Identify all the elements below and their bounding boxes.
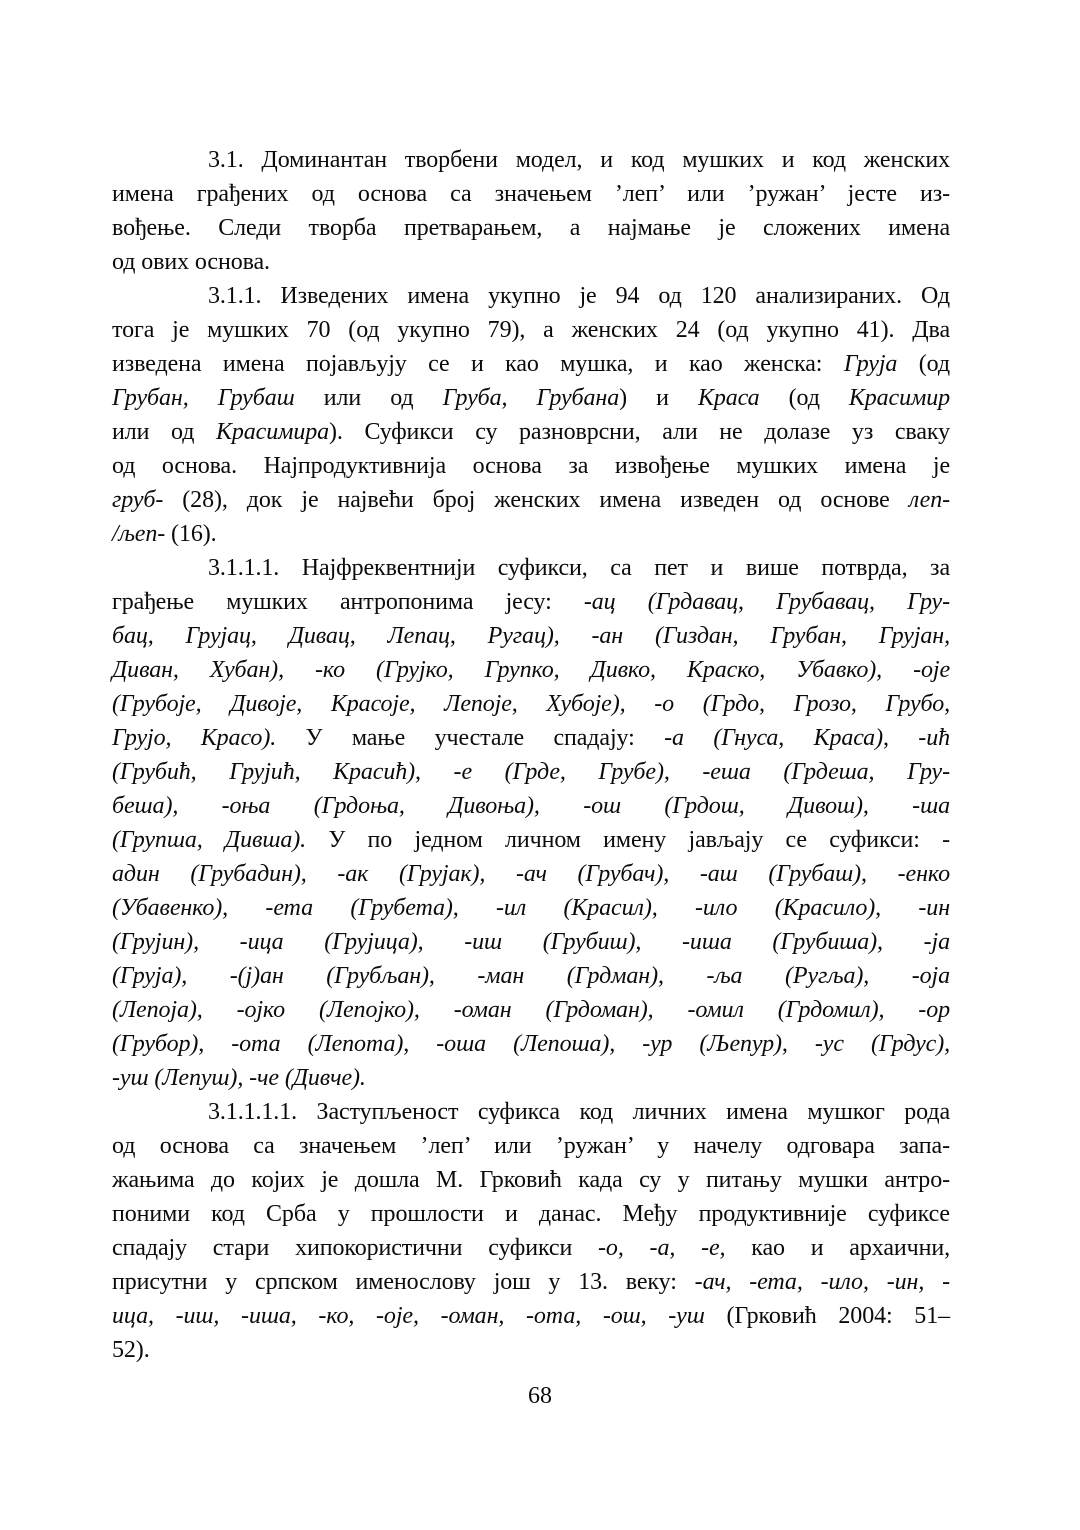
text-segment: имена грађених од основа са значењем ’леп’ или ’ружан’ јесте из- — [112, 181, 950, 207]
text-segment: -а (Гнуса, Краса), -ић — [664, 725, 951, 751]
text-segment: (28), док је највећи број женских имена изведен од основе — [163, 487, 909, 513]
text-segment: (Грујин), -ица (Грујица), -иш (Грубиш), -иша (Грубиша), -ја — [112, 929, 950, 955]
text-segment: 3.1. Доминантан творбени модел, и код мушких и код женских — [208, 147, 950, 173]
text-segment: -о, -а, -е, — [598, 1235, 726, 1261]
text-segment: беша), -оња (Грдоња, Дивоња), -ош (Грдош, Дивош), -ша — [112, 793, 950, 819]
text-line — [112, 585, 950, 619]
text-segment: спадају стари хипокористични суфикси — [112, 1235, 599, 1261]
text-line — [112, 177, 950, 211]
text-line — [112, 1265, 950, 1299]
text-segment: адин (Грубадин), -ак (Грујак), -ач (Грубач), -аш (Грубаш), -енко — [112, 861, 950, 887]
text-segment: жањима до којих је дошла М. Грковић када су у питању мушки антро- — [112, 1167, 950, 1193]
text-segment: Красимира — [216, 419, 330, 445]
text-segment: (од — [759, 385, 849, 411]
text-segment: Грубан, Грубаш — [112, 385, 295, 411]
text-segment: леп- — [908, 487, 950, 513]
text-segment: (Убавенко), -ета (Грубета), -ил (Красил), -ило (Красило), -ин — [112, 895, 950, 921]
text-segment: вођење. Следи творба претварањем, а најмање је сложених имена — [112, 215, 950, 241]
text-line — [112, 857, 950, 891]
text-line — [112, 245, 950, 279]
text-segment: (Грубоје, Дивоје, Красоје, Лепоје, Хубоје), -о (Грдо, Грозо, Грубо, — [112, 691, 950, 717]
para-3-1-1-1-1 — [112, 1095, 950, 1367]
text-segment: Красимир — [848, 385, 951, 411]
text-line — [112, 993, 950, 1027]
text-line — [112, 279, 950, 313]
text-segment: Краса — [698, 385, 760, 411]
text-segment: од ових основа. — [112, 249, 270, 275]
text-segment: Груба, Грубана — [442, 385, 620, 411]
text-line — [112, 891, 950, 925]
text-segment: У мање учестале спадају: — [276, 725, 665, 751]
text-line — [112, 517, 950, 551]
text-line — [112, 653, 950, 687]
text-segment: грађење мушких антропонима јесу: — [112, 589, 584, 615]
text-line — [112, 1333, 950, 1367]
para-3-1 — [112, 143, 950, 279]
text-line — [112, 959, 950, 993]
text-line — [112, 143, 950, 177]
text-segment: (Грубор), -ота (Лепота), -оша (Лепоша), -ур (Љепур), -ус (Грдус), — [112, 1031, 950, 1057]
text-line — [112, 1197, 950, 1231]
text-body — [112, 143, 950, 1367]
text-line — [112, 721, 950, 755]
text-line — [112, 1129, 950, 1163]
text-segment: -ач, -ета, -ило, -ин, - — [694, 1269, 950, 1295]
text-segment: (Лепоја), -ојко (Лепојко), -оман (Грдоман), -омил (Грдомил), -ор — [112, 997, 950, 1023]
text-line — [112, 483, 950, 517]
text-segment: (од — [897, 351, 950, 377]
text-line — [112, 415, 950, 449]
text-segment: поними код Срба у прошлости и данас. Међу продуктивније суфиксе — [112, 1201, 950, 1227]
text-segment: од основа. Најпродуктивнија основа за извођење мушких имена је — [112, 453, 950, 479]
text-line — [112, 789, 950, 823]
text-line — [112, 347, 950, 381]
text-line — [112, 313, 950, 347]
text-segment: ица, -иш, -иша, -ко, -оје, -оман, -ота, -ош, -уш — [112, 1303, 705, 1329]
text-segment: У по једном личном имену јављају се суфикси: - — [306, 827, 950, 853]
text-segment: Диван, Хубан), -ко (Грујко, Групко, Дивко, Краско, Убавко), -оје — [112, 657, 950, 683]
text-line — [112, 551, 950, 585]
text-segment: (Груја), -(ј)ан (Грубљан), -ман (Грдман), -ља (Ругља), -оја — [112, 963, 950, 989]
para-3-1-1 — [112, 279, 950, 551]
text-line — [112, 1061, 950, 1095]
text-segment: -уш (Лепуш), -че (Дивче). — [112, 1065, 366, 1091]
text-line — [112, 687, 950, 721]
text-segment: -ац (Грдавац, Грубавац, Гру- — [583, 589, 950, 615]
text-line — [112, 1299, 950, 1333]
page-footer — [0, 1381, 1080, 1411]
text-segment: тога је мушких 70 (од укупно 79), а женских 24 (од укупно 41). Два — [112, 317, 950, 343]
text-segment: као и архаични, — [725, 1235, 950, 1261]
text-segment: 3.1.1.1.1. Заступљеност суфикса код личних имена мушког рода — [208, 1099, 950, 1125]
text-segment: 3.1.1.1. Најфреквентнији суфикси, са пет и више потврда, за — [208, 555, 950, 581]
text-line — [112, 1163, 950, 1197]
text-segment: (Грковић 2004: 51– — [704, 1303, 950, 1329]
text-segment: (Грубић, Грујић, Красић), -е (Грде, Грубе), -еша (Грдеша, Гру- — [112, 759, 950, 785]
text-segment: /љеп- — [112, 521, 166, 547]
text-segment: (16). — [165, 521, 217, 547]
text-line — [112, 619, 950, 653]
text-segment: 52). — [112, 1337, 150, 1363]
text-line — [112, 211, 950, 245]
page-number: 68 — [528, 1383, 552, 1409]
text-segment: ) и — [619, 385, 698, 411]
text-line — [112, 1095, 950, 1129]
text-segment: Груја — [843, 351, 898, 377]
text-line — [112, 823, 950, 857]
text-segment: или од — [112, 419, 217, 445]
text-line — [112, 449, 950, 483]
text-line — [112, 925, 950, 959]
text-segment: или од — [294, 385, 443, 411]
text-line — [112, 1027, 950, 1061]
text-line — [112, 1231, 950, 1265]
text-segment: изведена имена појављују се и као мушка, и као женска: — [112, 351, 844, 377]
text-segment: ). Суфикси су разноврсни, али не долазе уз сваку — [329, 419, 951, 445]
para-3-1-1-1 — [112, 551, 950, 1095]
text-segment: груб- — [112, 487, 164, 513]
text-segment: (Групша, Дивша). — [112, 827, 307, 853]
text-segment: присутни у српском именослову још у 13. веку: — [112, 1269, 695, 1295]
text-segment: Грујо, Красо). — [112, 725, 277, 751]
text-line — [112, 755, 950, 789]
text-segment: 3.1.1. Изведених имена укупно је 94 од 120 анализираних. Од — [208, 283, 950, 309]
text-segment: бац, Грујац, Дивац, Лепац, Ругац), -ан (Гиздан, Грубан, Грујан, — [112, 623, 950, 649]
text-segment: од основа са значењем ’леп’ или ’ружан’ у начелу одговара запа- — [112, 1133, 950, 1159]
text-line — [112, 381, 950, 415]
